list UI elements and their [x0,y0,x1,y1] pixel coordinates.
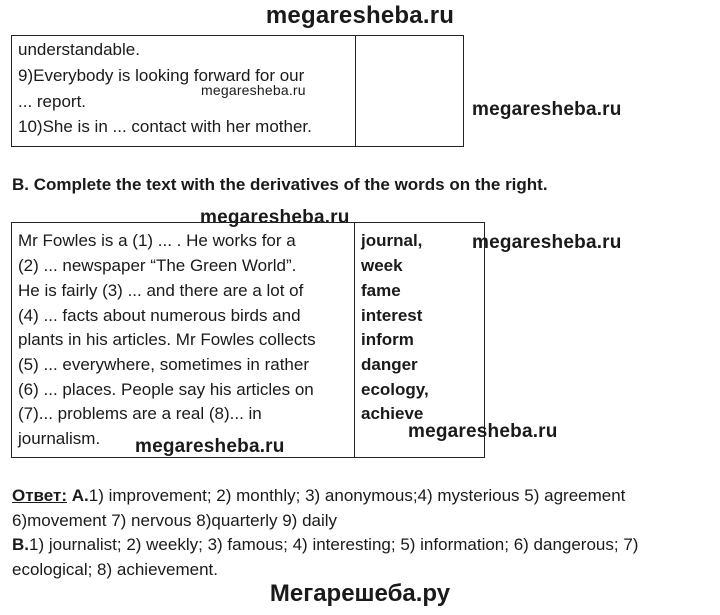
answer-line-2: 6)movement 7) nervous 8)quarterly 9) daily [12,511,338,530]
answer-b-text-1: 1) journalist; 2) weekly; 3) famous; 4) interesting; 5) information; 6) dangerous; 7) [29,535,639,554]
answer-b-label: B. [12,535,29,554]
table-a-line-3: ... report. [18,92,87,111]
table-b-divider [354,223,355,457]
table-a-divider [355,36,356,146]
table-b-text-line-8: (7)... problems are a real (8)... in [18,404,262,423]
table-b-text-line-7: (6) ... places. People say his articles on [18,380,314,399]
watermark-above-table: megaresheba.ru [200,207,350,228]
table-a-line-2: 9)Everybody is looking forward for our [18,66,305,85]
table-b-text-line-6: (5) ... everywhere, sometimes in rather [18,355,309,374]
watermark-inline-small: megaresheba.ru [201,82,306,98]
table-b-word-2: week [361,256,403,275]
watermark-right-1: megaresheba.ru [472,99,622,120]
answer-line-4: ecological; 8) achievement. [12,560,219,579]
watermark-top: megaresheba.ru [265,2,455,29]
table-b-word-5: inform [361,330,414,349]
table-b-text-line-2: (2) ... newspaper “The Green World”. [18,256,297,275]
answer-a-text-1: 1) improvement; 2) monthly; 3) anonymous;4) mysterious 5) agreement [88,486,626,505]
table-a-line-1: understandable. [18,40,140,59]
table-b-word-6: danger [361,355,418,374]
table-b-word-1: journal, [361,231,423,250]
answer-line-1 [12,486,625,506]
table-b-word-8: achieve [361,404,424,423]
table-b-text-line-9: journalism. [18,429,101,448]
table-b-text-line-3: He is fairly (3) ... and there are a lot of [18,281,304,300]
table-b-text-line-1: Mr Fowles is a (1) ... . He works for a [18,231,296,250]
answer-a-label: A. [71,486,89,505]
table-b-text-line-4: (4) ... facts about numerous birds and [18,306,301,325]
watermark-bottom: Мегарешеба.ру [269,580,451,607]
table-b-word-3: fame [361,281,401,300]
answer-label: Ответ: [12,486,67,505]
section-b-title: B. Complete the text with the derivatives of the words on the right. [12,175,548,194]
watermark-right-2: megaresheba.ru [472,232,622,253]
watermark-table-bottom: megaresheba.ru [135,436,285,457]
watermark-right-3: megaresheba.ru [408,421,558,442]
table-b-word-4: interest [361,306,423,325]
table-b-text-line-5: plants in his articles. Mr Fowles collects [18,330,316,349]
table-a-line-4: 10)She is in ... contact with her mother. [18,117,312,136]
table-b-word-7: ecology, [361,380,429,399]
answer-line-3 [12,535,638,555]
